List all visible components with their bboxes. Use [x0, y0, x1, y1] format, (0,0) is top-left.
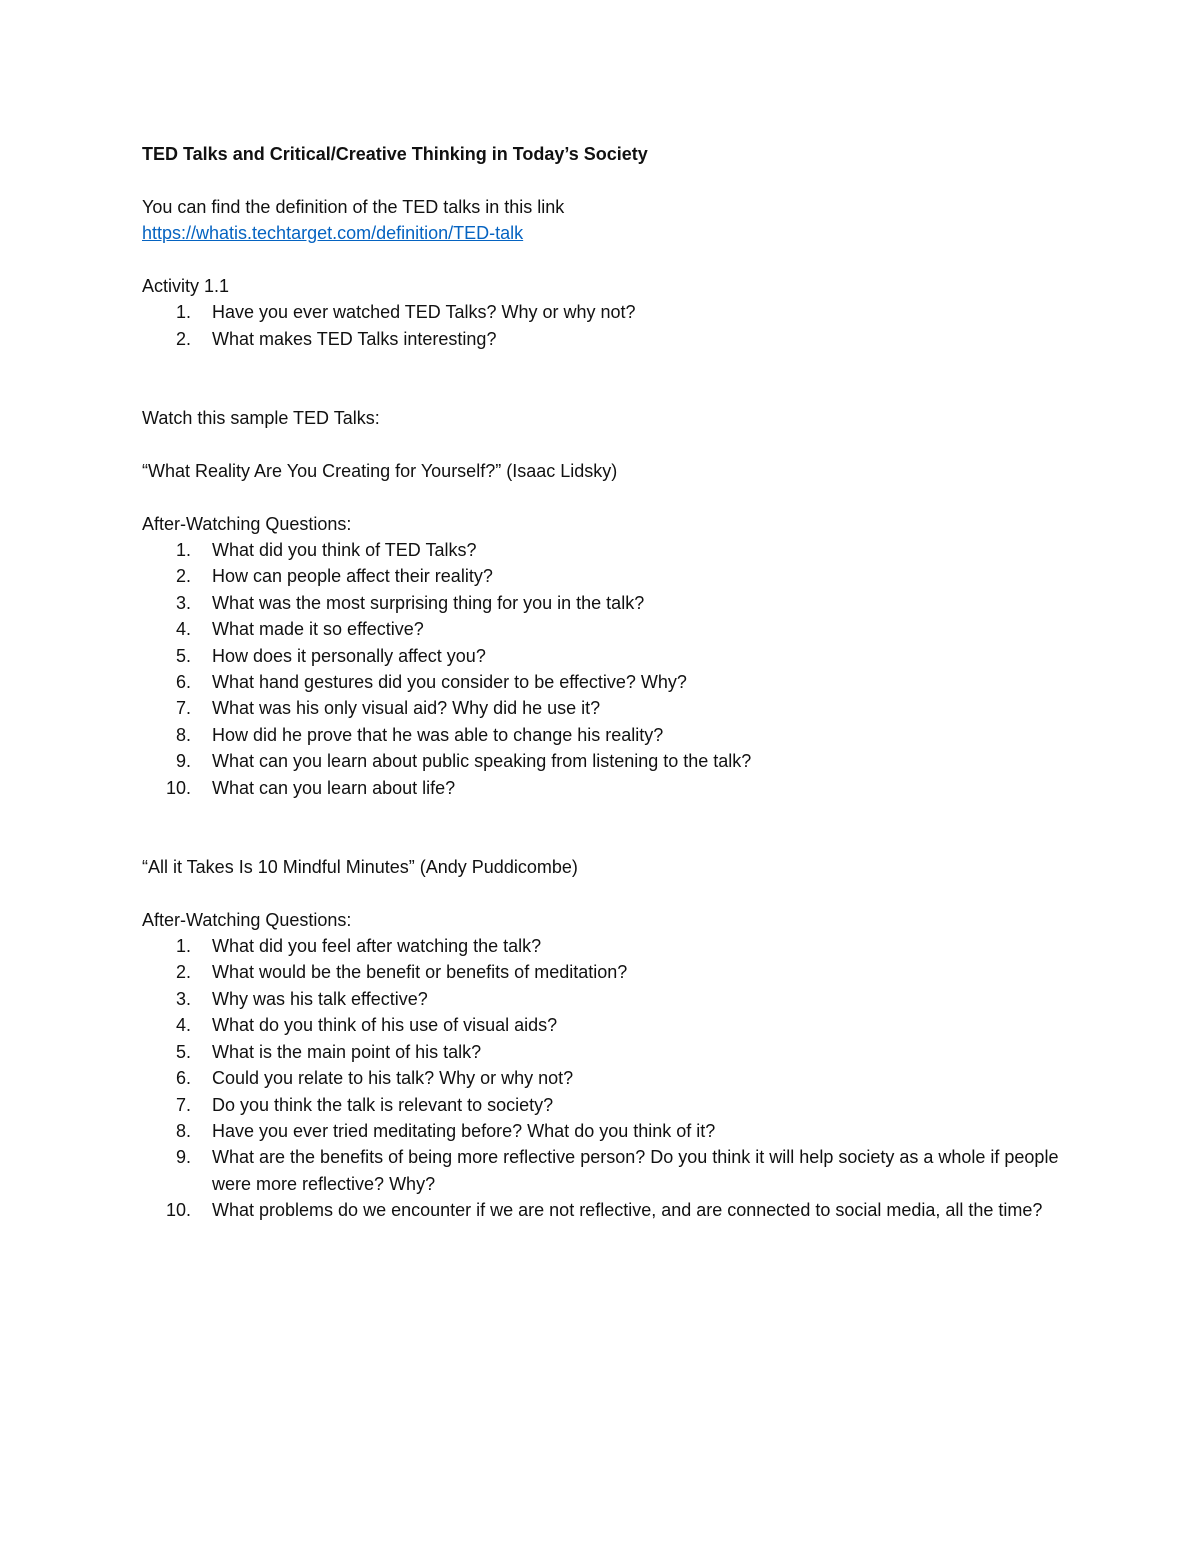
list-item: 1. Have you ever watched TED Talks? Why or why not?: [176, 302, 636, 323]
list-item: 8. How did he prove that he was able to change his reality?: [176, 724, 664, 745]
list-item: 9. What are the benefits of being more reflective person? Do you think it will help society as a whole if people were more reflective? Why?: [176, 1147, 1059, 1194]
list-item: 6. Could you relate to his talk? Why or why not?: [176, 1068, 574, 1089]
document-body: [142, 141, 1062, 1224]
activity-list: [142, 299, 1062, 352]
list-item: 3. Why was his talk effective?: [176, 988, 428, 1009]
list-item: 5. How does it personally affect you?: [176, 645, 486, 666]
talk1-title: “What Reality Are You Creating for Yourself?” (Isaac Lidsky): [142, 460, 618, 481]
list-item: 2. What makes TED Talks interesting?: [176, 328, 497, 349]
document-title: TED Talks and Critical/Creative Thinking in Today’s Society: [142, 144, 648, 164]
list-item: 7. What was his only visual aid? Why did he use it?: [176, 698, 601, 719]
list-item: 4. What made it so effective?: [176, 619, 424, 640]
intro-text: You can find the definition of the TED talks in this link: [142, 196, 565, 217]
list-item: 8. Have you ever tried meditating before? What do you think of it?: [176, 1120, 716, 1141]
list-item: 6. What hand gestures did you consider to be effective? Why?: [176, 672, 687, 693]
list-item: 7. Do you think the talk is relevant to society?: [176, 1094, 554, 1115]
watch-intro: Watch this sample TED Talks:: [142, 408, 380, 428]
activity-heading: Activity 1.1: [142, 275, 230, 296]
list-item: 10. What problems do we encounter if we are not reflective, and are connected to social media, all the time?: [166, 1200, 1043, 1221]
list-item: 2. What would be the benefit or benefits of meditation?: [176, 962, 628, 983]
list-item: 1. What did you feel after watching the talk?: [176, 936, 542, 957]
talk1-question-list: [142, 537, 1062, 801]
list-item: 3. What was the most surprising thing for you in the talk?: [176, 592, 645, 613]
talk1-questions-heading: After-Watching Questions:: [142, 513, 352, 534]
list-item: 1. What did you think of TED Talks?: [176, 540, 477, 560]
list-item: 5. What is the main point of his talk?: [176, 1041, 482, 1062]
list-item: 9. What can you learn about public speaking from listening to the talk?: [176, 751, 752, 772]
talk2-title: “All it Takes Is 10 Mindful Minutes” (Andy Puddicombe): [142, 856, 578, 877]
talk2-questions-heading: After-Watching Questions:: [142, 909, 352, 930]
talk2-question-list: [142, 933, 1062, 1223]
list-item: 10. What can you learn about life?: [166, 777, 456, 798]
list-item: 4. What do you think of his use of visual aids?: [176, 1015, 558, 1036]
definition-link[interactable]: https://whatis.techtarget.com/definition/TED-talk: [142, 223, 524, 244]
list-item: 2. How can people affect their reality?: [176, 566, 493, 587]
